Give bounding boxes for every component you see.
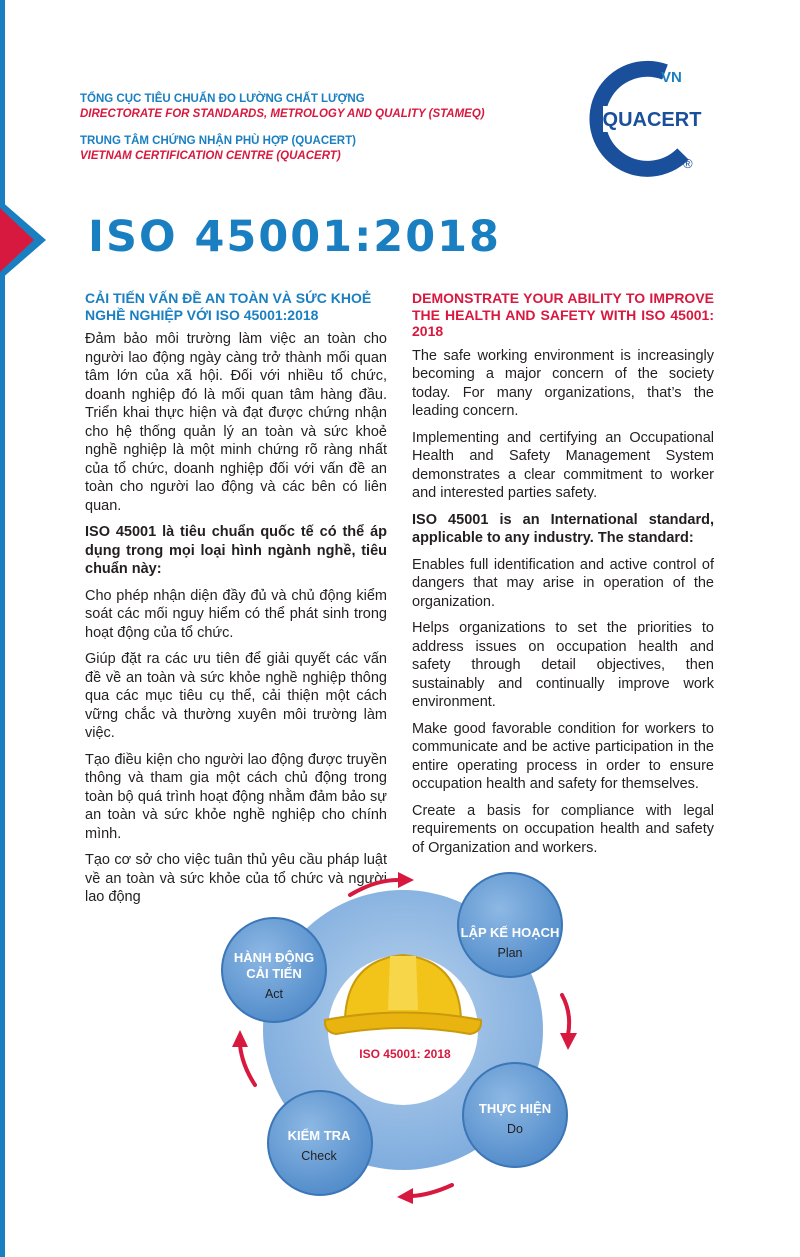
right-paragraph-4: Enables full identification and active control of dangers that may arise in operation of the organization.: [412, 556, 714, 610]
act-vi-2: CẢI TIẾN: [246, 966, 302, 981]
organization-header: [80, 92, 485, 164]
quacert-vi: TRUNG TÂM CHỨNG NHẬN PHÙ HỢP (QUACERT): [80, 135, 356, 147]
stameq-en: DIRECTORATE FOR STANDARDS, METROLOGY AND QUALITY (STAMEQ): [80, 108, 485, 120]
act-en: Act: [264, 987, 284, 1001]
right-paragraph-6: Make good favorable condition for workers to communicate and be active participation in the entire operating process in order to ensure occupation health and safety for themselves.: [412, 720, 714, 792]
page-title: ISO 45001:2018: [88, 212, 501, 262]
stameq-vi: TỔNG CỤC TIÊU CHUẨN ĐO LƯỜNG CHẤT LƯỢNG: [80, 93, 365, 105]
do-label: [460, 1101, 570, 1137]
arrow-plan-to-do: [562, 995, 569, 1035]
act-vi-1: HÀNH ĐỘNG: [233, 950, 315, 965]
arrow-check-to-act: [240, 1045, 255, 1085]
logo-registered: ®: [683, 156, 693, 171]
check-vi: KIỂM TRA: [287, 1128, 351, 1143]
act-label: [219, 950, 329, 1002]
right-paragraph-1: The safe working environment is increasingly becoming a major concern of the society today. For many organizations, that’s the leading concern.: [412, 347, 714, 419]
quacert-en: VIETNAM CERTIFICATION CENTRE (QUACERT): [80, 150, 341, 162]
cycle-center-label: ISO 45001: 2018: [359, 1047, 451, 1061]
check-label: [264, 1128, 374, 1164]
left-paragraph-2: ISO 45001 là tiêu chuẩn quốc tế có thể áp dụng trong mọi loại hình ngành nghề, tiêu chuẩn này:: [85, 524, 387, 577]
right-paragraph-3: ISO 45001 is an International standard, applicable to any industry. The standard:: [412, 511, 714, 546]
right-paragraph-5: Helps organizations to set the priorities to address issues on occupation health and safety through detail objectives, then sustainably and continually improve work environment.: [412, 620, 714, 710]
left-edge-strip: [0, 0, 5, 1257]
do-en: Do: [507, 1122, 523, 1136]
plan-vi: LẬP KẾ HOẠCH: [460, 925, 560, 940]
arrowhead-1: [398, 872, 414, 888]
right-paragraph-2: Implementing and certifying an Occupational Health and Safety Management System demonstrates a clear commitment to worker and interested parties safety.: [412, 429, 714, 501]
right-heading: DEMONSTRATE YOUR ABILITY TO IMPROVE THE HEALTH AND SAFETY WITH ISO 45001: 2018: [412, 290, 714, 339]
left-paragraph-1: Đảm bảo môi trường làm việc an toàn cho người lao động ngày càng trở thành mối quan tâm lớn của xã hội. Đối với nhiều tổ chức, doanh nghiệp đó là mối quan tâm hàng đầu. Triển khai thực hiện và đạt được chứng nhận cho hệ thống quản lý an toàn và sức khoẻ nghề nghiệp là một minh chứng rõ ràng nhất của tổ chức, doanh nghiệp đối với vấn đề an toàn cho người lao động và các bên có liên quan.: [85, 331, 387, 514]
left-heading: CẢI TIẾN VẤN ĐỀ AN TOÀN VÀ SỨC KHOẺ NGHỀ NGHIỆP VỚI ISO 45001:2018: [85, 290, 372, 323]
arrowhead-3: [397, 1188, 413, 1204]
left-paragraph-4: Giúp đặt ra các ưu tiên để giải quyết các vấn đề về an toàn và sức khỏe nghề nghiệp thông qua các mục tiêu cụ thể, cải thiện một cách vững chắc và thường xuyên môi trường làm việc.: [85, 651, 387, 741]
edge-triangle-icon: [0, 200, 46, 280]
plan-label: [455, 925, 565, 961]
quacert-logo: [583, 58, 703, 178]
arrowhead-4: [232, 1030, 248, 1047]
do-vi: THỰC HIỆN: [478, 1101, 552, 1116]
left-paragraph-5: Tạo điều kiện cho người lao động được truyền thông và tham gia một cách chủ động trong toàn bộ quá trình hoạt động nhằm đảm bảo sự an toàn và sức khỏe nghề nghiệp cho chính mình.: [85, 751, 387, 842]
right-column-en: [412, 290, 714, 865]
arrow-do-to-check: [412, 1185, 452, 1196]
logo-vn: VN: [661, 69, 682, 86]
plan-en: Plan: [497, 946, 523, 960]
left-column-vi: [85, 290, 387, 915]
left-paragraph-6: Tạo cơ sở cho việc tuân thủ yêu cầu pháp luật về an toàn và sức khỏe của tổ chức và người lao động: [85, 852, 387, 905]
right-paragraph-7: Create a basis for compliance with legal requirements on occupation health and safety of Organization and workers.: [412, 802, 714, 856]
check-en: Check: [301, 1149, 337, 1163]
logo-text: QUACERT: [602, 109, 702, 131]
arrowhead-2: [560, 1033, 577, 1050]
left-paragraph-3: Cho phép nhận diện đầy đủ và chủ động kiểm soát các mối nguy hiểm có thể phát sinh trong hoạt động của tổ chức.: [85, 587, 387, 641]
